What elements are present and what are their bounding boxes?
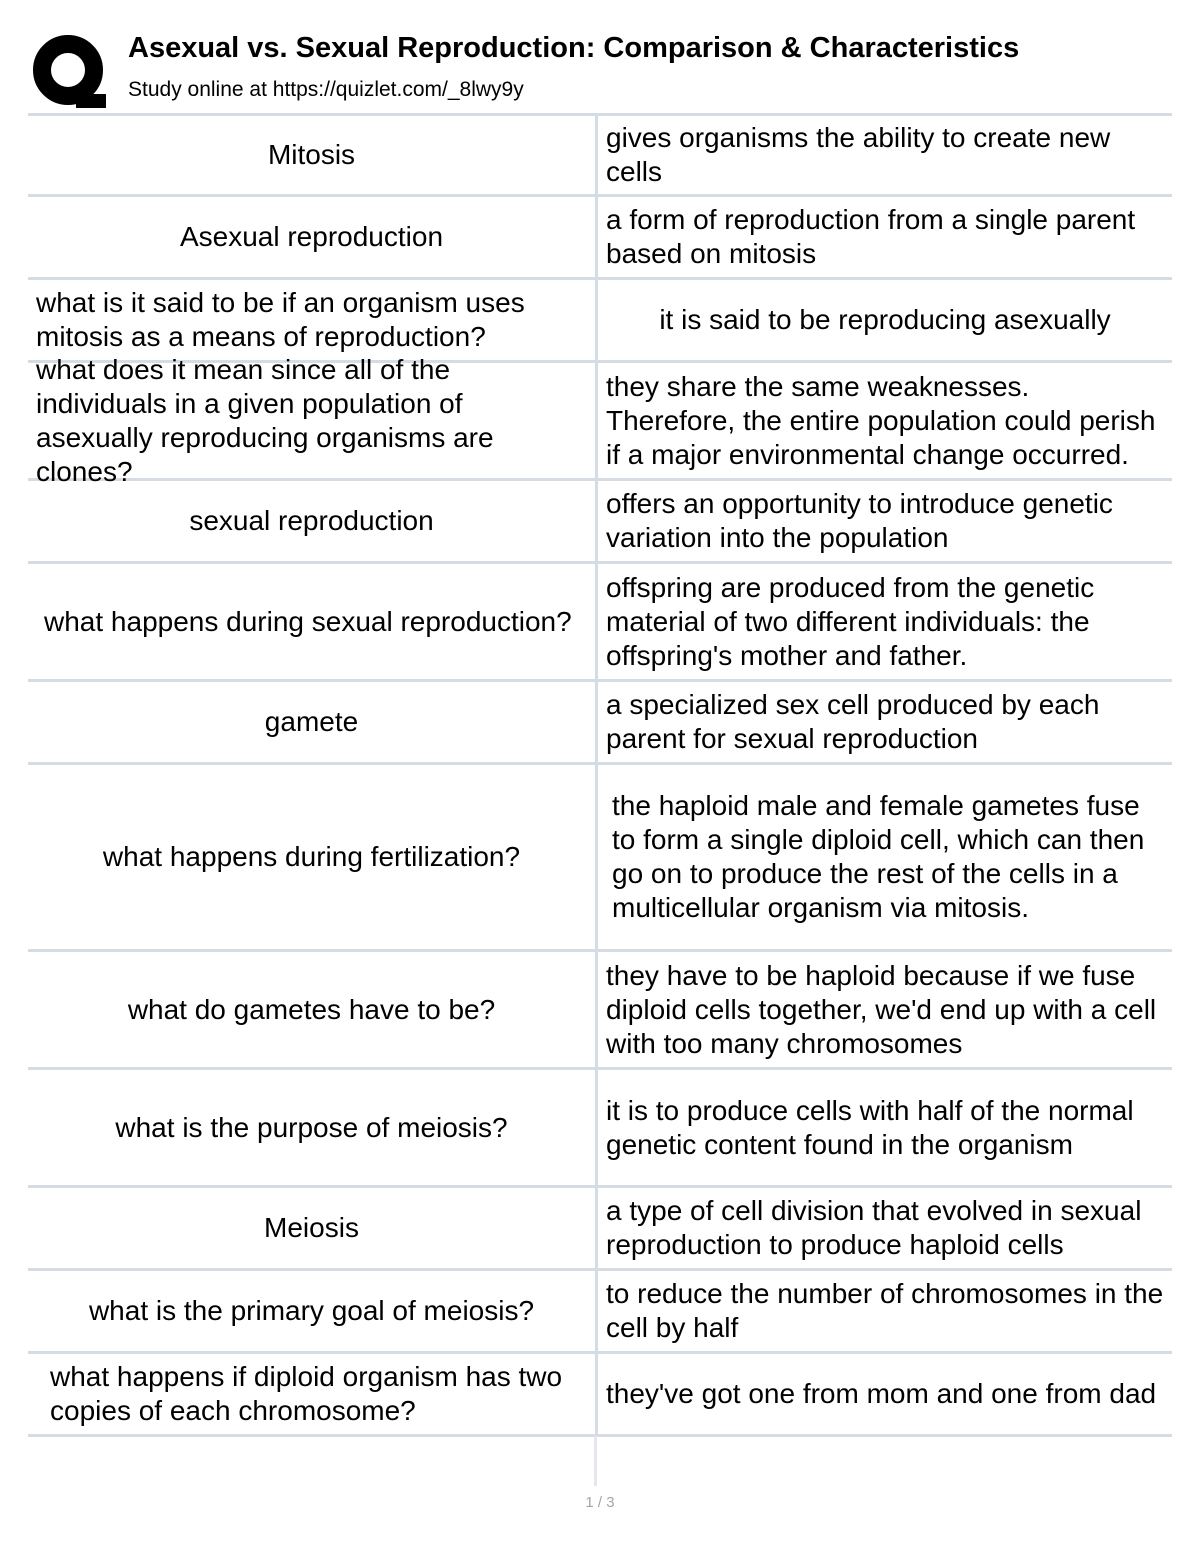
definition-cell: they have to be haploid because if we fuse diploid cells together, we'd end up with a cell with too many chromosomes <box>595 952 1172 1067</box>
definition-cell: it is said to be reproducing asexually <box>595 280 1172 360</box>
definition-cell: offers an opportunity to introduce genetic variation into the population <box>595 481 1172 561</box>
term-cell: what happens during sexual reproduction? <box>44 605 572 637</box>
study-link[interactable]: Study online at https://quizlet.com/_8lwy9y <box>128 78 524 101</box>
table-row <box>28 1268 1172 1351</box>
definition-cell: offspring are produced from the genetic material of two different individuals: the offspring's mother and father. <box>595 564 1172 679</box>
term-cell: what is the purpose of meiosis? <box>115 1111 508 1143</box>
term-cell: what does it mean since all of the individuals in a given population of asexually reproducing organisms are clones? <box>36 353 494 487</box>
definition-cell: they share the same weaknesses. Therefore, the entire population could perish if a major environmental change occurred. <box>595 363 1172 478</box>
table-row <box>28 1185 1172 1268</box>
term-cell: Mitosis <box>267 139 356 170</box>
definition-cell: they've got one from mom and one from dad <box>595 1354 1172 1434</box>
table-row <box>28 1351 1172 1437</box>
term-cell: Asexual reproduction <box>179 221 444 252</box>
table-row <box>28 561 1172 679</box>
page-title: Asexual vs. Sexual Reproduction: Comparison & Characteristics <box>128 32 1020 64</box>
empty-row-divider <box>594 1436 597 1486</box>
term-cell: what is the primary goal of meiosis? <box>88 1295 535 1326</box>
definition-cell: it is to produce cells with half of the normal genetic content found in the organism <box>595 1070 1172 1185</box>
definition-cell: the haploid male and female gametes fuse to form a single diploid cell, which can then go on to produce the rest of the cells in a multicellular organism via mitosis. <box>595 765 1172 949</box>
term-cell: what happens during fertilization? <box>102 841 521 872</box>
definition-cell: a form of reproduction from a single parent based on mitosis <box>595 197 1172 277</box>
table-row <box>28 762 1172 949</box>
page-header <box>28 28 1172 112</box>
definition-cell: a specialized sex cell produced by each parent for sexual reproduction <box>595 682 1172 762</box>
term-cell: sexual reproduction <box>189 505 434 536</box>
quizlet-q-logo-icon <box>32 34 108 110</box>
flashcard-table <box>28 113 1172 1437</box>
term-cell: what happens if diploid organism has two copies of each chromosome? <box>50 1361 563 1426</box>
term-cell: what do gametes have to be? <box>127 993 496 1025</box>
term-cell: what is it said to be if an organism uses mitosis as a means of reproduction? <box>36 287 525 352</box>
table-row <box>28 113 1172 194</box>
table-row <box>28 194 1172 277</box>
table-row <box>28 353 1172 487</box>
table-row <box>28 949 1172 1067</box>
definition-cell: to reduce the number of chromosomes in the cell by half <box>595 1271 1172 1351</box>
table-row <box>28 1067 1172 1185</box>
definition-cell: gives organisms the ability to create new cells <box>595 116 1172 194</box>
definition-cell: a type of cell division that evolved in sexual reproduction to produce haploid cells <box>595 1188 1172 1268</box>
term-cell: Meiosis <box>264 1212 359 1243</box>
table-row <box>28 478 1172 561</box>
table-row <box>28 679 1172 762</box>
table-row <box>28 277 1172 360</box>
page-indicator: 1 / 3 <box>585 1494 615 1511</box>
term-cell: gamete <box>264 706 359 737</box>
